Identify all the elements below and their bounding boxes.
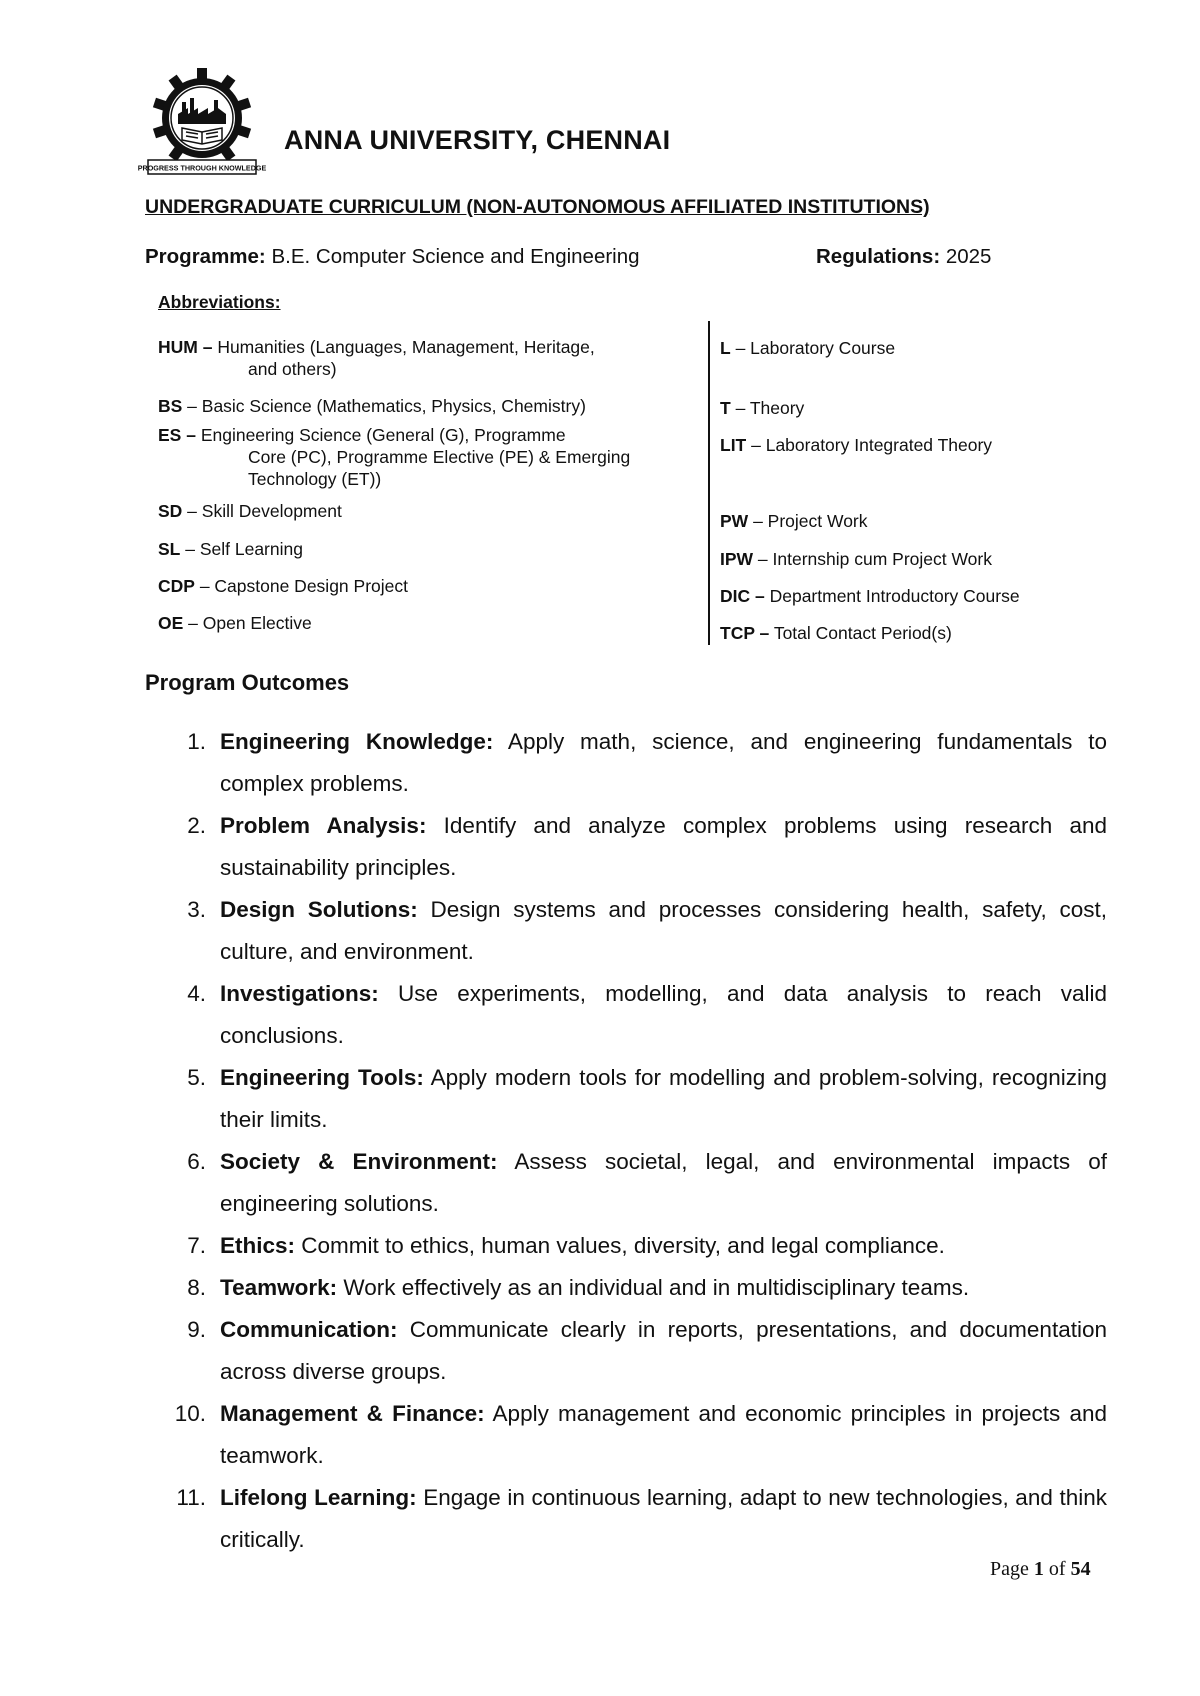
abbreviation-item [720, 434, 1140, 456]
abbreviation-key: IPW [720, 549, 754, 569]
regulations-label: Regulations: [816, 245, 941, 268]
outcome-description: Engage in continuous learning, adapt to new technologies, and think critically. [220, 1485, 1107, 1552]
outcome-description: Apply management and economic principles in projects and teamwork. [220, 1401, 1107, 1468]
outcome-number: 2. [187, 813, 206, 838]
abbreviation-text: Total Contact Period(s) [769, 623, 952, 643]
abbreviation-key: SD [158, 501, 183, 521]
abbreviation-text: – Open Elective [183, 613, 312, 633]
page-number [990, 1558, 1091, 1581]
outcome-title: Teamwork: [220, 1275, 338, 1300]
programme-line [145, 245, 640, 269]
outcome-title: Investigations: [220, 981, 379, 1006]
abbreviation-item [720, 397, 1140, 419]
outcome-description: Assess societal, legal, and environmental impacts of engineering solutions. [220, 1149, 1107, 1216]
abbreviation-item [158, 424, 670, 490]
outcome-description: Apply math, science, and engineering fundamentals to complex problems. [220, 729, 1107, 796]
outcome-description: Apply modern tools for modelling and problem-solving, recognizing their limits. [220, 1065, 1107, 1132]
outcome-description: Design systems and processes considering health, safety, cost, culture, and environment. [220, 897, 1107, 964]
abbreviation-key: ES – [158, 425, 196, 445]
abbreviation-key: LIT [720, 435, 747, 455]
abbreviation-item [158, 538, 670, 560]
page-of: of [1043, 1558, 1071, 1580]
outcome-number: 7. [187, 1233, 206, 1258]
program-outcomes-heading: Program Outcomes [145, 670, 350, 695]
abbreviation-item [158, 575, 670, 597]
outcome-text [220, 805, 1107, 889]
abbreviation-text: Department Introductory Course [764, 586, 1020, 606]
outcome-number: 1. [187, 729, 206, 754]
abbreviation-text: – Skill Development [182, 501, 342, 521]
outcome-description: Commit to ethics, human values, diversity, and legal compliance. [295, 1233, 945, 1258]
outcome-number: 10. [174, 1401, 206, 1426]
regulations-line [816, 245, 991, 269]
svg-text:PROGRESS THROUGH KNOWLEDGE: PROGRESS THROUGH KNOWLEDGE [137, 163, 267, 173]
page-word: Page [990, 1558, 1034, 1580]
outcome-item [0, 1225, 1200, 1267]
outcome-item [0, 1267, 1200, 1309]
outcome-item [0, 1309, 1200, 1393]
abbreviation-item [158, 500, 670, 522]
abbreviation-text: – Theory [730, 398, 805, 418]
abbreviation-key: T [720, 398, 731, 418]
abbreviation-text: Engineering Science (General (G), Programme [195, 425, 566, 445]
abbreviation-item [158, 395, 670, 417]
abbreviation-key: L [720, 338, 731, 358]
university-logo-icon [137, 68, 267, 180]
abbreviation-key: SL [158, 539, 181, 559]
outcome-text [220, 1309, 1107, 1393]
abbreviation-text-cont: Core (PC), Programme Elective (PE) & Emerging [248, 447, 631, 467]
outcome-title: Engineering Knowledge: [220, 729, 494, 754]
outcome-text [220, 1477, 1107, 1561]
abbreviation-key: OE [158, 613, 184, 633]
outcome-number: 3. [187, 897, 206, 922]
outcome-text [220, 1141, 1107, 1225]
abbreviation-key: DIC – [720, 586, 765, 606]
outcome-item [0, 1393, 1200, 1477]
abbreviation-text: – Basic Science (Mathematics, Physics, Chemistry) [182, 396, 586, 416]
outcome-number: 5. [187, 1065, 206, 1090]
column-divider [708, 321, 710, 645]
outcome-title: Management & Finance: [220, 1401, 485, 1426]
abbreviation-text: – Laboratory Integrated Theory [746, 435, 993, 455]
abbreviation-item [158, 336, 670, 380]
curriculum-title: UNDERGRADUATE CURRICULUM (NON-AUTONOMOUS AFFILIATED INSTITUTIONS) [145, 196, 930, 218]
outcome-number: 11. [176, 1485, 206, 1510]
abbreviation-item [720, 585, 1140, 607]
outcome-title: Lifelong Learning: [220, 1485, 417, 1510]
abbreviation-text-cont: Technology (ET)) [248, 469, 382, 489]
outcome-title: Communication: [220, 1317, 398, 1342]
outcome-text [220, 973, 1107, 1057]
outcome-item [0, 721, 1200, 805]
abbreviation-item [720, 622, 1140, 644]
page-total: 54 [1070, 1558, 1091, 1580]
outcome-item [0, 1477, 1200, 1561]
programme-label: Programme: [145, 245, 266, 268]
outcome-item [0, 889, 1200, 973]
outcome-description: Use experiments, modelling, and data analysis to reach valid conclusions. [220, 981, 1107, 1048]
abbreviation-key: HUM – [158, 337, 213, 357]
outcome-text [220, 1057, 1107, 1141]
regulations-value: 2025 [940, 245, 992, 268]
abbreviation-item [720, 337, 1140, 359]
abbreviation-text: – Internship cum Project Work [753, 549, 992, 569]
outcome-item [0, 973, 1200, 1057]
outcome-item [0, 805, 1200, 889]
abbreviation-text: – Self Learning [180, 539, 303, 559]
outcome-text [220, 1225, 1107, 1267]
abbreviation-key: BS [158, 396, 183, 416]
abbreviation-text-cont: and others) [248, 359, 337, 379]
abbreviation-text: Humanities (Languages, Management, Heritage, [212, 337, 595, 357]
outcome-number: 6. [187, 1149, 206, 1174]
abbreviation-key: CDP [158, 576, 195, 596]
outcome-number: 4. [187, 981, 206, 1006]
outcome-number: 9. [187, 1317, 206, 1342]
outcome-text [220, 1393, 1107, 1477]
abbreviation-item [720, 548, 1140, 570]
outcome-description: Identify and analyze complex problems using research and sustainability principles. [220, 813, 1107, 880]
abbreviation-item [720, 510, 1140, 532]
abbreviation-text: – Project Work [748, 511, 868, 531]
outcome-text [220, 889, 1107, 973]
outcome-title: Design Solutions: [220, 897, 418, 922]
abbreviation-text: – Capstone Design Project [194, 576, 408, 596]
program-outcomes-list [0, 721, 1200, 1561]
abbreviation-key: TCP – [720, 623, 770, 643]
outcome-description: Communicate clearly in reports, presentations, and documentation across diverse groups. [220, 1317, 1107, 1384]
outcome-title: Society & Environment: [220, 1149, 498, 1174]
outcome-item [0, 1141, 1200, 1225]
outcome-title: Problem Analysis: [220, 813, 427, 838]
programme-value: B.E. Computer Science and Engineering [265, 245, 640, 268]
outcome-description: Work effectively as an individual and in multidisciplinary teams. [337, 1275, 970, 1300]
outcome-number: 8. [187, 1275, 206, 1300]
page-current: 1 [1033, 1558, 1044, 1580]
outcome-title: Engineering Tools: [220, 1065, 424, 1090]
outcome-title: Ethics: [220, 1233, 296, 1258]
outcome-text [220, 721, 1107, 805]
abbreviation-text: – Laboratory Course [730, 338, 896, 358]
abbreviation-key: PW [720, 511, 749, 531]
abbreviations-heading: Abbreviations: [158, 292, 281, 312]
outcome-text [220, 1267, 1107, 1309]
university-title: ANNA UNIVERSITY, CHENNAI [284, 125, 671, 155]
outcome-item [0, 1057, 1200, 1141]
abbreviation-item [158, 612, 670, 634]
